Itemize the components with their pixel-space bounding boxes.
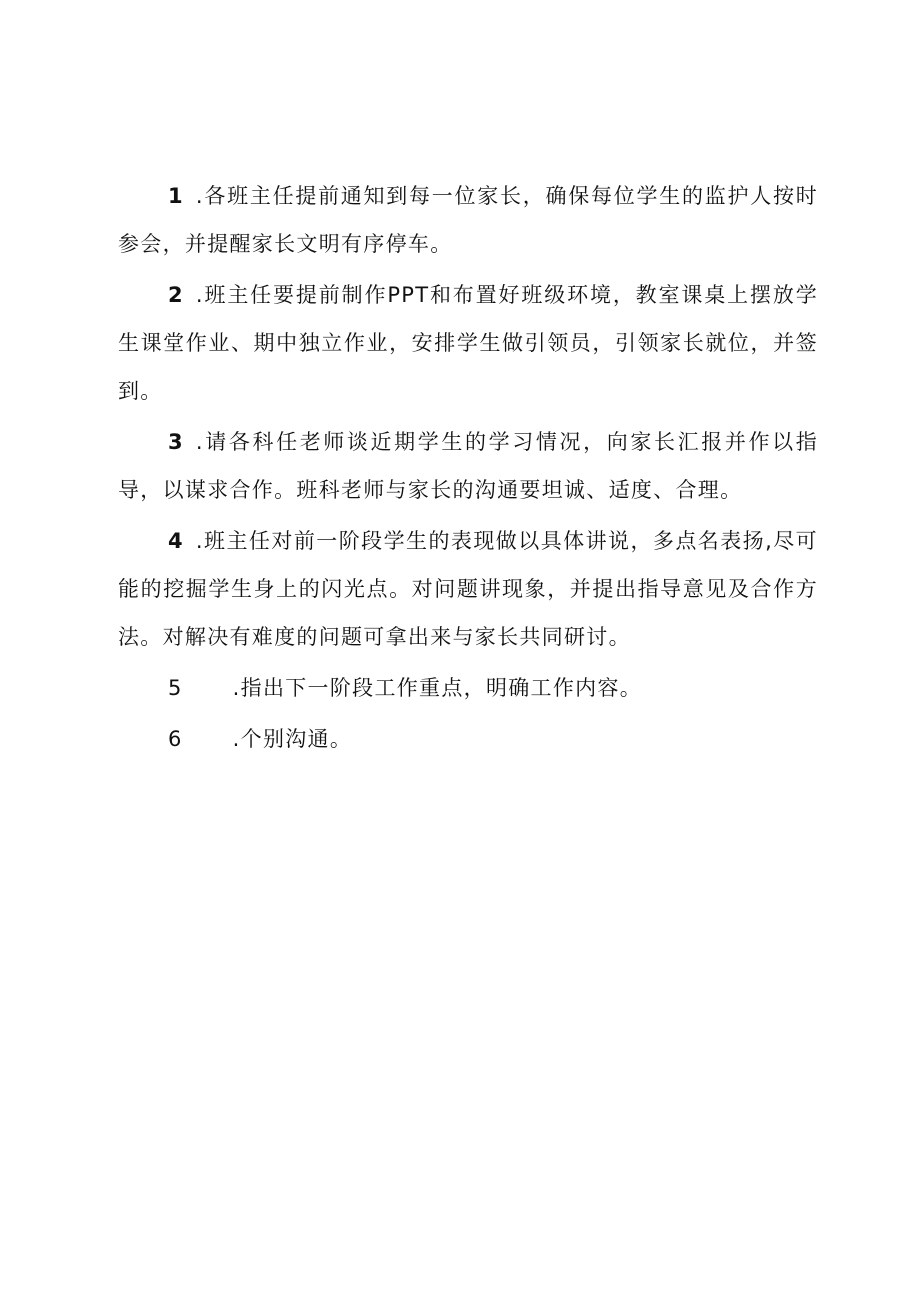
list-item (118, 664, 818, 712)
item-text: .请各科任老师谈近期学生的学习情况，向家长汇报并作以指导，以谋求合作。班科老师与家长的沟通要坦诚、适度、合理。 (118, 430, 818, 502)
item-text: .班主任对前一阶段学生的表现做以具体讲说，多点名表扬,尽可能的挖掘学生身上的闪光点。对问题讲现象，并提出指导意见及合作方法。对解决有难度的问题可拿出来与家长共同研讨。 (118, 529, 818, 649)
item-number: 5 (168, 676, 183, 700)
item-text: .班主任要提前制作PPT和布置好班级环境，教室课桌上摆放学生课堂作业、期中独立作业，安排学生做引领员，引领家长就位，并签到。 (118, 283, 818, 403)
list-item (118, 517, 818, 661)
item-number: 2 (168, 283, 184, 307)
list-item (118, 172, 818, 268)
item-number: 4 (168, 529, 184, 553)
item-text: .指出下一阶段工作重点，明确工作内容。 (232, 676, 643, 700)
item-number: 6 (168, 727, 183, 751)
item-text: .个别沟通。 (232, 727, 353, 751)
item-number: 3 (168, 430, 184, 454)
list-item (118, 271, 818, 415)
item-text: .各班主任提前通知到每一位家长，确保每位学生的监护人按时参会，并提醒家长文明有序停车。 (118, 184, 818, 256)
list-item (118, 715, 818, 763)
list-item (118, 418, 818, 514)
document-body (118, 172, 818, 766)
item-number: 1 (168, 184, 184, 208)
